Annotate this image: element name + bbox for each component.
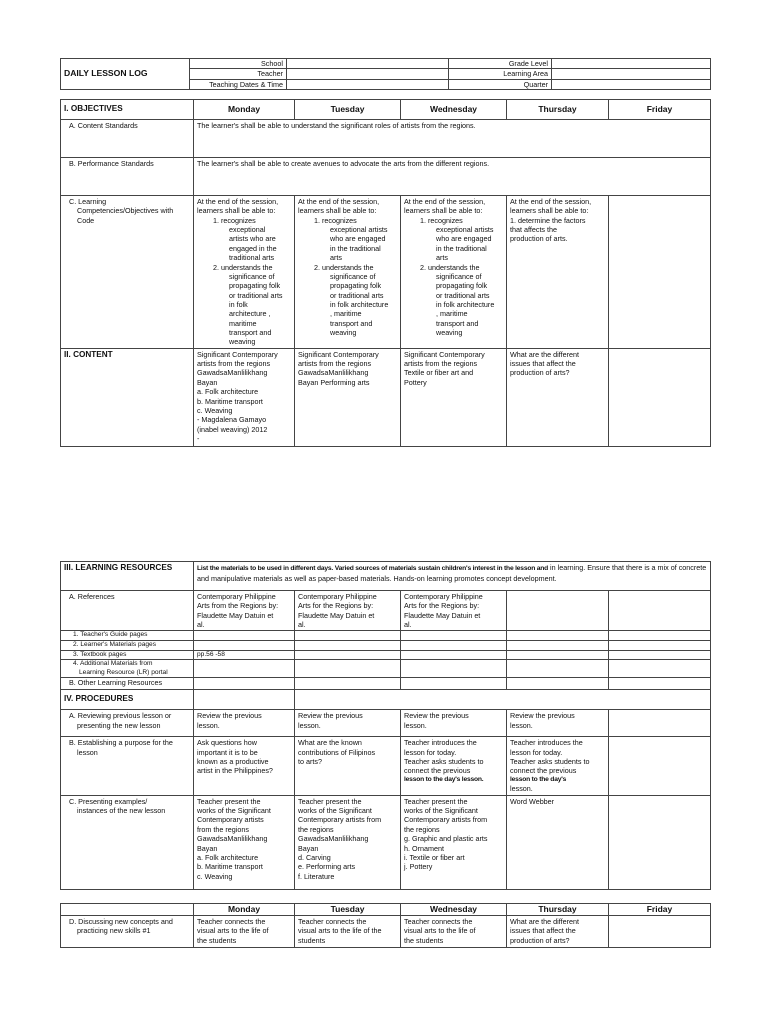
text-line: lesson. [197, 720, 220, 730]
competencies-label: C. Learning Competencies/Objectives with Code [61, 196, 194, 349]
text-line: At the end of the session, [510, 197, 592, 206]
learning-resources-intro [194, 562, 711, 591]
text-line: Teacher connects the [404, 917, 473, 927]
text-line: al. [197, 620, 205, 630]
text-line: the students [404, 935, 444, 945]
quarter-field[interactable] [552, 79, 711, 89]
text-line: a. Folk architecture [197, 387, 259, 397]
header-table [60, 58, 711, 90]
reviewing-tuesday [295, 710, 401, 737]
content-tuesday [295, 348, 401, 446]
text-line: exceptional artists [436, 225, 494, 235]
text-line: Bayan [197, 377, 218, 387]
text-line: production of arts. [510, 234, 568, 244]
text-line: connect the previous [404, 766, 471, 776]
text-line: al. [404, 620, 412, 630]
day-header-monday: Monday [194, 100, 295, 120]
text-line: Review the previous [404, 711, 469, 721]
teachers-guide-tuesday [295, 631, 401, 641]
text-line: visual arts to the life of the [298, 926, 382, 936]
day-header-tuesday: Tuesday [295, 100, 401, 120]
establishing-friday [609, 737, 711, 796]
text-line: weaving [330, 328, 357, 338]
reviewing-wednesday [401, 710, 507, 737]
text-line: the regions [298, 824, 334, 834]
text-line: exceptional [229, 225, 266, 235]
presenting-examples-label: C. Presenting examples/ instances of the new lesson [61, 795, 194, 889]
textbook-pages-wednesday [401, 650, 507, 660]
day-header-monday-2: Monday [194, 904, 295, 916]
learning-resources-intro-bold: List the materials to be used in different days. Varied sources of materials sustain children's interest in the lesson and [197, 565, 549, 572]
establishing-thursday [507, 737, 609, 796]
learners-materials-label: 2. Learner's Materials pages [61, 641, 194, 651]
content-heading: II. CONTENT [61, 348, 194, 446]
learners-materials-thursday [507, 641, 609, 651]
text-line: works of the Significant [298, 806, 372, 816]
text-line: lesson. [510, 720, 533, 730]
procedures-heading: IV. PROCEDURES [61, 690, 194, 710]
references-wednesday [401, 591, 507, 631]
text-line: Review the previous [298, 711, 363, 721]
text-line: Teacher introduces the [404, 738, 477, 748]
text-line: b. Maritime transport [197, 396, 263, 406]
discussing-concepts-label: D. Discussing new concepts and practicing new skills #1 [61, 916, 194, 948]
quarter-label: Quarter [449, 79, 552, 89]
text-line: architecture , [229, 309, 271, 319]
competencies-thursday [507, 196, 609, 349]
references-label: A. References [61, 591, 194, 631]
establishing-monday [194, 737, 295, 796]
text-line: propagating folk [330, 281, 382, 291]
other-resources-monday [194, 678, 295, 690]
establishing-purpose-label: B. Establishing a purpose for the lesson [61, 737, 194, 796]
text-line: arts [330, 253, 342, 263]
establishing-tuesday [295, 737, 401, 796]
text-line: engaged in the [229, 243, 277, 253]
text-line: issues that affect the [510, 926, 576, 936]
reviewing-friday [609, 710, 711, 737]
text-line: learners shall be able to: [404, 206, 483, 216]
text-line: the regions [404, 824, 440, 834]
presenting-wednesday [401, 795, 507, 889]
establishing-thursday-end: lesson. [510, 784, 533, 794]
procedures-heading-monday [194, 690, 295, 710]
text-line: c. Weaving [197, 871, 233, 881]
text-line: significance of [229, 271, 275, 281]
text-line: artists from the regions [197, 359, 271, 369]
content-friday [609, 348, 711, 446]
objectives-heading: I. OBJECTIVES [61, 100, 194, 120]
day-header-friday: Friday [609, 100, 711, 120]
text-line: artists from the regions [298, 359, 372, 369]
text-line: Teacher introduces the [510, 738, 583, 748]
text-line: 2. understands the [314, 262, 374, 272]
presenting-thursday [507, 795, 609, 889]
text-line: to arts? [298, 756, 322, 766]
day-header-thursday: Thursday [507, 100, 609, 120]
text-line: learners shall be able to: [298, 206, 377, 216]
text-line: transport and [330, 318, 373, 328]
other-resources-wednesday [401, 678, 507, 690]
text-line: Teacher asks students to [404, 756, 484, 766]
presenting-monday [194, 795, 295, 889]
text-line: weaving [229, 337, 256, 347]
additional-materials-friday [609, 660, 711, 678]
text-line: Contemporary Philippine [197, 592, 276, 601]
content-standards-label: A. Content Standards [61, 120, 194, 158]
teachers-guide-wednesday [401, 631, 507, 641]
text-line: 1. recognizes [314, 215, 357, 225]
text-line: that affects the [510, 225, 558, 235]
text-line: significance of [330, 271, 376, 281]
text-line: artists who are [229, 234, 276, 244]
establishing-thursday-bold: lesson to the day's [510, 775, 567, 783]
text-line: 1. determine the factors [510, 215, 586, 225]
text-line: the students [197, 935, 237, 945]
text-line: Arts from the Regions by: [197, 601, 279, 611]
text-line: Contemporary Philippine [298, 592, 377, 601]
text-line: from the regions [197, 824, 249, 834]
discussing-tuesday [295, 916, 401, 948]
text-line: c. Weaving [197, 405, 233, 415]
text-line: 1. recognizes [420, 215, 463, 225]
discussing-wednesday [401, 916, 507, 948]
text-line: GawadsaManlilikhang [298, 834, 369, 844]
day-header-friday-2: Friday [609, 904, 711, 916]
text-line: j. Pottery [404, 862, 433, 872]
teachers-guide-thursday [507, 631, 609, 641]
text-line: or traditional arts [436, 290, 490, 300]
reviewing-thursday [507, 710, 609, 737]
text-line: transport and [436, 318, 479, 328]
text-line: e. Performing arts [298, 862, 356, 872]
text-line: GawadsaManlilikhang [298, 368, 369, 378]
performance-standards-text: The learner's shall be able to create avenues to advocate the arts from the different regions. [194, 158, 711, 196]
grade-level-field[interactable] [552, 59, 711, 69]
text-line: a. Folk architecture [197, 852, 259, 862]
discussion-table [60, 903, 711, 948]
learners-materials-monday [194, 641, 295, 651]
teaching-dates-label: Teaching Dates & Time [190, 79, 287, 89]
procedures-heading-spacer [295, 690, 711, 710]
text-line: Flaudette May Datuin et [197, 610, 274, 620]
text-line: What are the different [510, 917, 579, 927]
text-line: - [197, 433, 200, 443]
learners-materials-wednesday [401, 641, 507, 651]
reviewing-lesson-label: A. Reviewing previous lesson or presenting the new lesson [61, 710, 194, 737]
learners-materials-friday [609, 641, 711, 651]
teacher-field[interactable] [287, 69, 449, 79]
day-header-wednesday: Wednesday [401, 100, 507, 120]
other-resources-tuesday [295, 678, 401, 690]
competencies-wednesday [401, 196, 507, 349]
grade-level-label: Grade Level [449, 59, 552, 69]
text-line: or traditional arts [229, 290, 283, 300]
performance-standards-label: B. Performance Standards [61, 158, 194, 196]
text-line: - Magdalena Gamayo [197, 415, 267, 425]
text-line: visual arts to the life of [404, 926, 476, 936]
competencies-tuesday [295, 196, 401, 349]
textbook-pages-label: 3. Textbook pages [61, 650, 194, 660]
text-line: Contemporary artists from [298, 815, 382, 825]
text-line: Contemporary artists from [404, 815, 488, 825]
text-line: Flaudette May Datuin et [404, 610, 481, 620]
learners-materials-tuesday [295, 641, 401, 651]
additional-materials-wednesday [401, 660, 507, 678]
text-line: traditional arts [229, 253, 275, 263]
reviewing-monday [194, 710, 295, 737]
text-line: learners shall be able to: [197, 206, 276, 216]
text-line: in folk architecture [330, 299, 389, 309]
text-line: h. Ornament [404, 843, 444, 853]
discussing-monday [194, 916, 295, 948]
text-line: production of arts? [510, 935, 570, 945]
text-line: GawadsaManlilikhang [197, 834, 268, 844]
school-label: School [190, 59, 287, 69]
references-friday [609, 591, 711, 631]
text-line: GawadsaManlilikhang [197, 368, 268, 378]
text-line: propagating folk [436, 281, 488, 291]
text-line: b. Maritime transport [197, 862, 263, 872]
references-tuesday [295, 591, 401, 631]
text-line: At the end of the session, [404, 197, 486, 206]
text-line: lesson for today. [404, 747, 457, 757]
text-line: visual arts to the life of [197, 926, 269, 936]
text-line: , maritime [436, 309, 468, 319]
content-wednesday [401, 348, 507, 446]
text-line: (inabel weaving) 2012 [197, 424, 268, 434]
text-line: significance of [436, 271, 482, 281]
text-line: f. Literature [298, 871, 335, 881]
resources-table [60, 561, 711, 890]
text-line: Review the previous [510, 711, 575, 721]
teachers-guide-monday [194, 631, 295, 641]
text-line: maritime [229, 318, 257, 328]
text-line: Textile or fiber art and [404, 368, 474, 378]
text-line: learners shall be able to: [510, 206, 589, 216]
text-line: Arts for the Regions by: [298, 601, 374, 611]
text-line: in folk [229, 299, 248, 309]
references-monday [194, 591, 295, 631]
textbook-pages-monday: pp.56 -58 [194, 650, 295, 660]
text-line: Significant Contemporary [298, 349, 379, 359]
text-line: transport and [229, 328, 272, 338]
text-line: Significant Contemporary [197, 349, 278, 359]
text-line: arts [436, 253, 448, 263]
text-line: Teacher present the [404, 796, 468, 806]
text-line: 2. understands the [420, 262, 480, 272]
day-header-tuesday-2: Tuesday [295, 904, 401, 916]
day-header-blank [61, 904, 194, 916]
text-line: 1. recognizes [213, 215, 256, 225]
text-line: Pottery [404, 377, 427, 387]
text-line: Teacher connects the [197, 917, 266, 927]
text-line: , maritime [330, 309, 362, 319]
content-thursday [507, 348, 609, 446]
learning-area-label: Learning Area [449, 69, 552, 79]
content-monday [194, 348, 295, 446]
text-line: students [298, 935, 326, 945]
text-line: Bayan Performing arts [298, 377, 370, 387]
day-header-thursday-2: Thursday [507, 904, 609, 916]
objectives-table [60, 99, 711, 447]
text-line: g. Graphic and plastic arts [404, 834, 488, 844]
text-line: connect the previous [510, 766, 577, 776]
text-line: Bayan [298, 843, 319, 853]
text-line: al. [298, 620, 306, 630]
other-resources-thursday [507, 678, 609, 690]
establishing-wednesday-lines [404, 738, 503, 775]
text-line: artists from the regions [404, 359, 478, 369]
references-thursday [507, 591, 609, 631]
presenting-tuesday [295, 795, 401, 889]
teachers-guide-label: 1. Teacher's Guide pages [61, 631, 194, 641]
text-line: production of arts? [510, 368, 570, 378]
additional-materials-thursday [507, 660, 609, 678]
additional-materials-monday [194, 660, 295, 678]
learning-resources-heading: III. LEARNING RESOURCES [61, 562, 194, 591]
textbook-pages-friday [609, 650, 711, 660]
text-line: exceptional artists [330, 225, 388, 235]
additional-materials-label: 4. Additional Materials from Learning Resource (LR) portal [61, 660, 194, 678]
teaching-dates-field[interactable] [287, 79, 449, 89]
discussing-friday [609, 916, 711, 948]
text-line: important it is to be [197, 747, 258, 757]
text-line: propagating folk [229, 281, 281, 291]
text-line: Teacher connects the [298, 917, 367, 927]
learning-resources-intro-rest: in learning. Ensure that there is a mix of concrete and manipulative materials as well as paper-based materials. Hands-on learning promotes concept development. [197, 563, 707, 583]
competencies-monday [194, 196, 295, 349]
text-line: What are the known [298, 738, 362, 748]
text-line: who are engaged [436, 234, 492, 244]
competencies-friday [609, 196, 711, 349]
text-line: who are engaged [330, 234, 386, 244]
school-field[interactable] [287, 59, 449, 69]
teachers-guide-friday [609, 631, 711, 641]
text-line: works of the Significant [404, 806, 478, 816]
textbook-pages-thursday [507, 650, 609, 660]
text-line: works of the Significant [197, 806, 271, 816]
text-line: artist in the Philippines? [197, 766, 273, 776]
text-line: Ask questions how [197, 738, 257, 748]
text-line: or traditional arts [330, 290, 384, 300]
text-line: Contemporary Philippine [404, 592, 483, 601]
text-line: Contemporary artists [197, 815, 264, 825]
text-line: Arts for the Regions by: [404, 601, 480, 611]
text-line: Review the previous [197, 711, 262, 721]
text-line: issues that affect the [510, 359, 576, 369]
text-line: d. Carving [298, 852, 331, 862]
teacher-label: Teacher [190, 69, 287, 79]
other-resources-label: B. Other Learning Resources [61, 678, 194, 690]
text-line: lesson. [404, 720, 427, 730]
text-line: Teacher asks students to [510, 756, 590, 766]
text-line: At the end of the session, [298, 197, 380, 206]
text-line: Word Webber [510, 796, 555, 806]
text-line: What are the different [510, 349, 579, 359]
text-line: Flaudette May Datuin et [298, 610, 375, 620]
other-resources-friday [609, 678, 711, 690]
text-line: contributions of Filipinos [298, 747, 376, 757]
textbook-pages-tuesday [295, 650, 401, 660]
establishing-wednesday-bold: lesson to the day's lesson. [404, 775, 484, 783]
text-line: in the traditional [436, 243, 487, 253]
text-line: known as a productive [197, 756, 269, 766]
text-line: lesson. [298, 720, 321, 730]
text-line: in folk architecture [436, 299, 495, 309]
document-title: DAILY LESSON LOG [61, 59, 190, 90]
text-line: Bayan [197, 843, 218, 853]
text-line: 2. understands the [213, 262, 273, 272]
presenting-friday [609, 795, 711, 889]
text-line: in the traditional [330, 243, 381, 253]
text-line: i. Textile or fiber art [404, 852, 465, 862]
learning-area-field[interactable] [552, 69, 711, 79]
text-line: weaving [436, 328, 463, 338]
text-line: lesson for today. [510, 747, 563, 757]
content-standards-text: The learner's shall be able to understand the significant roles of artists from the regions. [194, 120, 711, 158]
additional-materials-tuesday [295, 660, 401, 678]
text-line: Teacher present the [298, 796, 362, 806]
text-line: Significant Contemporary [404, 349, 485, 359]
establishing-wednesday [401, 737, 507, 796]
day-header-wednesday-2: Wednesday [401, 904, 507, 916]
text-line: Teacher present the [197, 796, 261, 806]
text-line: At the end of the session, [197, 197, 279, 206]
establishing-thursday-lines [510, 738, 605, 775]
discussing-thursday [507, 916, 609, 948]
